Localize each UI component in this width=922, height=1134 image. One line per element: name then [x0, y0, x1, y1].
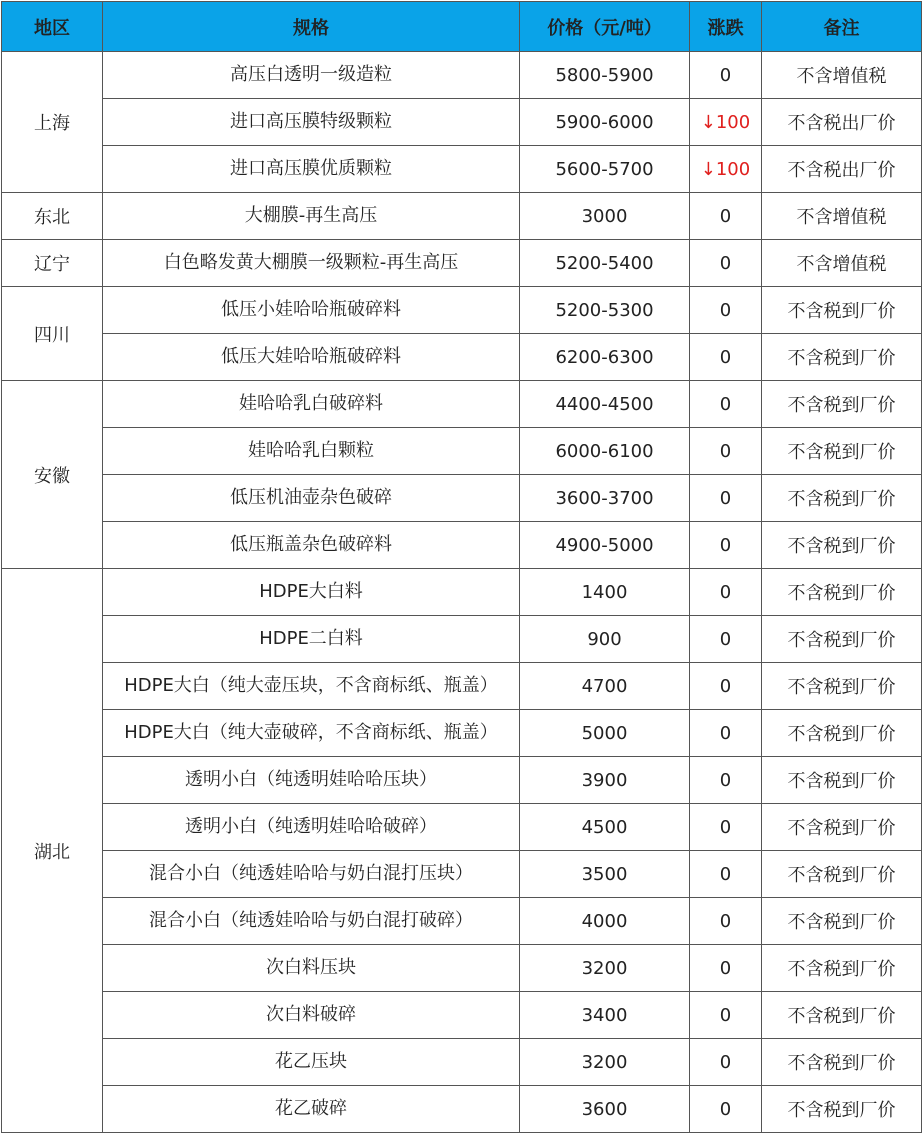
- spec-cell: [103, 522, 520, 569]
- header-price: 价格（元/吨）: [520, 2, 690, 52]
- table-row: [2, 851, 922, 898]
- table-row: [2, 1086, 922, 1133]
- change-cell: 0: [690, 663, 762, 710]
- price-cell: 6200-6300: [520, 334, 690, 381]
- note-cell: 不含税到厂价: [762, 616, 922, 663]
- spec-text: 次白料压块: [266, 957, 356, 978]
- price-cell: 3600-3700: [520, 475, 690, 522]
- price-cell: 4000: [520, 898, 690, 945]
- change-cell: 0: [690, 898, 762, 945]
- note-cell: 不含税到厂价: [762, 851, 922, 898]
- price-cell: 5000: [520, 710, 690, 757]
- table-row: [2, 240, 922, 287]
- note-cell: 不含税到厂价: [762, 1039, 922, 1086]
- spec-text: 娃哈哈乳白破碎料: [239, 393, 383, 414]
- spec-text: 低压大娃哈哈瓶破碎料: [221, 346, 401, 367]
- price-cell: 3900: [520, 757, 690, 804]
- table-row: [2, 334, 922, 381]
- spec-text: 花乙压块: [275, 1051, 347, 1072]
- spec-text: 花乙破碎: [275, 1098, 347, 1119]
- spec-cell: [103, 240, 520, 287]
- table-row: [2, 522, 922, 569]
- change-cell: 0: [690, 757, 762, 804]
- price-cell: 3500: [520, 851, 690, 898]
- spec-cell: [103, 334, 520, 381]
- table-row: [2, 475, 922, 522]
- price-cell: 5900-6000: [520, 99, 690, 146]
- change-cell: 0: [690, 569, 762, 616]
- price-cell: 5200-5400: [520, 240, 690, 287]
- change-cell: 0: [690, 193, 762, 240]
- change-cell: 0: [690, 428, 762, 475]
- spec-cell: [103, 710, 520, 757]
- note-cell: 不含税到厂价: [762, 381, 922, 428]
- table-row: [2, 663, 922, 710]
- note-cell: 不含增值税: [762, 193, 922, 240]
- table-row: [2, 52, 922, 99]
- change-cell: 0: [690, 475, 762, 522]
- spec-text: 混合小白（纯透娃哈哈与奶白混打压块）: [149, 863, 473, 884]
- change-cell: 0: [690, 851, 762, 898]
- table-row: [2, 992, 922, 1039]
- note-cell: 不含税到厂价: [762, 992, 922, 1039]
- header-row: [2, 2, 922, 52]
- spec-text: HDPE大白（纯大壶破碎，不含商标纸、瓶盖）: [124, 722, 498, 743]
- table-row: [2, 381, 922, 428]
- spec-text: HDPE二白料: [259, 628, 363, 649]
- spec-cell: [103, 52, 520, 99]
- spec-text: HDPE大白（纯大壶压块，不含商标纸、瓶盖）: [124, 675, 498, 696]
- spec-cell: [103, 804, 520, 851]
- spec-cell: [103, 757, 520, 804]
- spec-text: 低压小娃哈哈瓶破碎料: [221, 299, 401, 320]
- note-cell: 不含税到厂价: [762, 428, 922, 475]
- price-cell: 3200: [520, 945, 690, 992]
- note-cell: 不含税到厂价: [762, 945, 922, 992]
- spec-cell: [103, 475, 520, 522]
- spec-text: 次白料破碎: [266, 1004, 356, 1025]
- header-spec: 规格: [103, 2, 520, 52]
- spec-cell: [103, 193, 520, 240]
- spec-cell: [103, 99, 520, 146]
- note-cell: 不含税到厂价: [762, 475, 922, 522]
- note-cell: 不含税到厂价: [762, 804, 922, 851]
- price-cell: 3200: [520, 1039, 690, 1086]
- spec-cell: [103, 945, 520, 992]
- change-cell: 0: [690, 1086, 762, 1133]
- spec-text: 透明小白（纯透明娃哈哈破碎）: [185, 816, 437, 837]
- change-cell: 0: [690, 240, 762, 287]
- table-row: [2, 757, 922, 804]
- price-cell: 3000: [520, 193, 690, 240]
- spec-cell: [103, 287, 520, 334]
- price-cell: 4700: [520, 663, 690, 710]
- note-cell: 不含税到厂价: [762, 334, 922, 381]
- spec-cell: [103, 1086, 520, 1133]
- table-row: [2, 193, 922, 240]
- note-cell: 不含税到厂价: [762, 287, 922, 334]
- change-cell: 0: [690, 52, 762, 99]
- price-cell: 4900-5000: [520, 522, 690, 569]
- price-cell: 5200-5300: [520, 287, 690, 334]
- table-row: [2, 99, 922, 146]
- table-row: [2, 616, 922, 663]
- change-cell: 0: [690, 334, 762, 381]
- table-header: [2, 2, 922, 52]
- spec-cell: [103, 381, 520, 428]
- spec-cell: [103, 428, 520, 475]
- region-cell: 辽宁: [2, 240, 103, 287]
- spec-text: 娃哈哈乳白颗粒: [248, 440, 374, 461]
- change-cell: 0: [690, 522, 762, 569]
- price-cell: 4500: [520, 804, 690, 851]
- note-cell: 不含税到厂价: [762, 522, 922, 569]
- table-body: [2, 52, 922, 1133]
- price-cell: 1400: [520, 569, 690, 616]
- price-cell: 900: [520, 616, 690, 663]
- spec-cell: [103, 992, 520, 1039]
- note-cell: 不含税到厂价: [762, 569, 922, 616]
- spec-text: 透明小白（纯透明娃哈哈压块）: [185, 769, 437, 790]
- change-cell: 0: [690, 945, 762, 992]
- change-cell: 0: [690, 804, 762, 851]
- spec-text: 低压机油壶杂色破碎: [230, 487, 392, 508]
- table-row: [2, 898, 922, 945]
- note-cell: 不含增值税: [762, 52, 922, 99]
- change-cell: 0: [690, 381, 762, 428]
- spec-cell: [103, 898, 520, 945]
- note-cell: 不含税到厂价: [762, 757, 922, 804]
- note-cell: 不含税出厂价: [762, 99, 922, 146]
- note-cell: 不含税到厂价: [762, 663, 922, 710]
- price-cell: 4400-4500: [520, 381, 690, 428]
- change-cell: 0: [690, 616, 762, 663]
- table-row: [2, 146, 922, 193]
- note-cell: 不含税到厂价: [762, 1086, 922, 1133]
- table-row: [2, 804, 922, 851]
- region-cell: 上海: [2, 52, 103, 193]
- spec-cell: [103, 569, 520, 616]
- table-row: [2, 945, 922, 992]
- spec-text: HDPE大白料: [259, 581, 363, 602]
- price-cell: 5800-5900: [520, 52, 690, 99]
- price-cell: 5600-5700: [520, 146, 690, 193]
- table-row: [2, 1039, 922, 1086]
- change-cell: 0: [690, 992, 762, 1039]
- change-cell: ↓100: [690, 99, 762, 146]
- spec-cell: [103, 1039, 520, 1086]
- change-cell: 0: [690, 1039, 762, 1086]
- spec-text: 白色略发黄大棚膜一级颗粒-再生高压: [163, 252, 459, 273]
- spec-text: 大棚膜-再生高压: [244, 205, 378, 226]
- spec-cell: [103, 146, 520, 193]
- region-cell: 安徽: [2, 381, 103, 569]
- spec-text: 混合小白（纯透娃哈哈与奶白混打破碎）: [149, 910, 473, 931]
- header-region: 地区: [2, 2, 103, 52]
- note-cell: 不含税到厂价: [762, 898, 922, 945]
- region-cell: 湖北: [2, 569, 103, 1133]
- table-row: [2, 428, 922, 475]
- spec-cell: [103, 851, 520, 898]
- spec-text: 高压白透明一级造粒: [230, 64, 392, 85]
- header-change: 涨跌: [690, 2, 762, 52]
- table-row: [2, 710, 922, 757]
- spec-text: 低压瓶盖杂色破碎料: [230, 534, 392, 555]
- spec-text: 进口高压膜优质颗粒: [230, 158, 392, 179]
- price-cell: 3400: [520, 992, 690, 1039]
- spec-text: 进口高压膜特级颗粒: [230, 111, 392, 132]
- region-cell: 四川: [2, 287, 103, 381]
- note-cell: 不含税出厂价: [762, 146, 922, 193]
- price-table: [1, 1, 922, 1133]
- header-note: 备注: [762, 2, 922, 52]
- spec-cell: [103, 616, 520, 663]
- region-cell: 东北: [2, 193, 103, 240]
- price-cell: 6000-6100: [520, 428, 690, 475]
- note-cell: 不含税到厂价: [762, 710, 922, 757]
- spec-cell: [103, 663, 520, 710]
- change-cell: 0: [690, 710, 762, 757]
- change-cell: 0: [690, 287, 762, 334]
- change-cell: ↓100: [690, 146, 762, 193]
- note-cell: 不含增值税: [762, 240, 922, 287]
- table-row: [2, 569, 922, 616]
- table-row: [2, 287, 922, 334]
- price-cell: 3600: [520, 1086, 690, 1133]
